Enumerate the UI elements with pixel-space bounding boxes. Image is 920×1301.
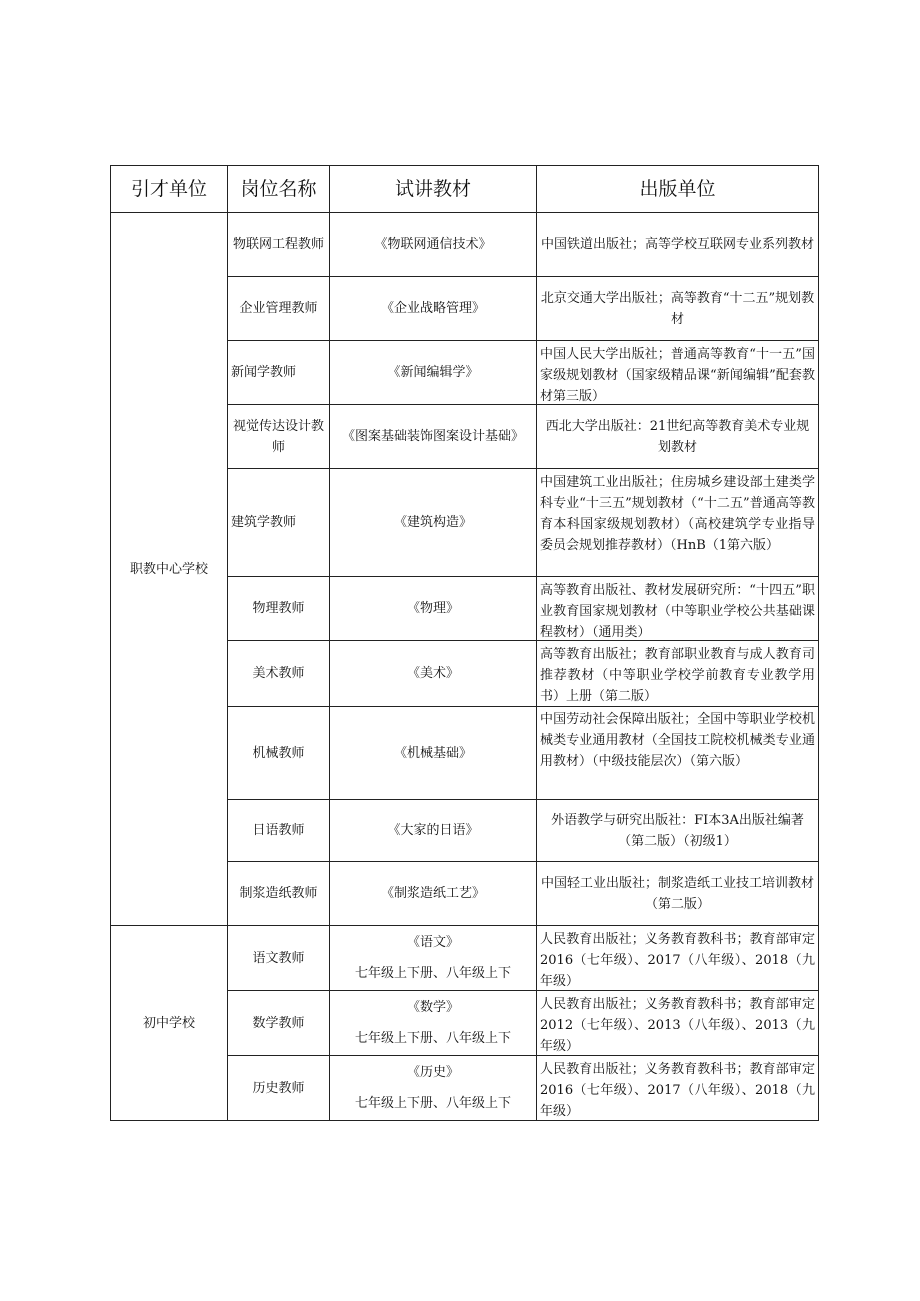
- position-cell: 物联网工程教师: [228, 213, 330, 277]
- position-cell: 日语教师: [228, 800, 330, 862]
- material-title: 《历史》: [406, 1065, 459, 1080]
- position-cell: 语文教师: [228, 926, 330, 991]
- material-cell: 《图案基础装饰图案设计基础》: [330, 405, 537, 469]
- unit-cell: 初中学校: [111, 926, 228, 1121]
- publisher-cell: 人民教育出版社；义务教育教科书；教育部审定2016（七年级）、2017（八年级）、2018（九年级）: [537, 1056, 819, 1121]
- position-cell: 历史教师: [228, 1056, 330, 1121]
- position-cell: 物理教师: [228, 577, 330, 641]
- publisher-cell: 外语教学与研究出版社：FI本3A出版社编著（第二版）（初级1）: [537, 800, 819, 862]
- publisher-cell: 中国轻工业出版社；制浆造纸工业技工培训教材（第二版）: [537, 862, 819, 926]
- position-cell: 制浆造纸教师: [228, 862, 330, 926]
- position-cell: 美术教师: [228, 641, 330, 707]
- position-cell: 数学教师: [228, 991, 330, 1056]
- material-cell: 《大家的日语》: [330, 800, 537, 862]
- material-cell: [330, 1056, 537, 1121]
- material-cell: 《物联网通信技术》: [330, 213, 537, 277]
- publisher-cell: 中国劳动社会保障出版社；全国中等职业学校机械类专业通用教材（全国技工院校机械类专业通用教材）（中级技能层次）（第六版）: [537, 707, 819, 800]
- material-cell: 《企业战略管理》: [330, 277, 537, 341]
- publisher-cell: 人民教育出版社；义务教育教科书；教育部审定2016（七年级）、2017（八年级）、2018（九年级）: [537, 926, 819, 991]
- header-publisher: 出版单位: [537, 166, 819, 213]
- position-cell: 建筑学教师: [228, 469, 330, 577]
- publisher-cell: 中国铁道出版社；高等学校互联网专业系列教材: [537, 213, 819, 277]
- publisher-cell: 北京交通大学出版社；高等教育“十二五”规划教材: [537, 277, 819, 341]
- position-cell: 新闻学教师: [228, 341, 330, 405]
- material-cell: 《物理》: [330, 577, 537, 641]
- publisher-cell: 中国人民大学出版社；普通高等教育“十一五”国家级规划教材（国家级精品课“新闻编辑”配套教材第三版）: [537, 341, 819, 405]
- publisher-cell: 人民教育出版社；义务教育教科书；教育部审定2012（七年级）、2013（八年级）、2013（九年级）: [537, 991, 819, 1056]
- header-position: 岗位名称: [228, 166, 330, 213]
- material-grade: 七年级上下册、八年级上下: [354, 1031, 511, 1046]
- material-cell: 《美术》: [330, 641, 537, 707]
- publisher-cell: 高等教育出版社、教材发展研究所：“十四五”职业教育国家规划教材（中等职业学校公共基础课程教材）（通用类）: [537, 577, 819, 641]
- material-cell: [330, 991, 537, 1056]
- recruitment-materials-table: [110, 165, 819, 1121]
- table-row: [111, 926, 819, 991]
- position-cell: 机械教师: [228, 707, 330, 800]
- position-cell: 企业管理教师: [228, 277, 330, 341]
- material-cell: 《制浆造纸工艺》: [330, 862, 537, 926]
- material-cell: 《机械基础》: [330, 707, 537, 800]
- unit-cell: 职教中心学校: [111, 213, 228, 926]
- table-row: [111, 213, 819, 277]
- material-cell: [330, 926, 537, 991]
- material-cell: 《建筑构造》: [330, 469, 537, 577]
- publisher-cell: 中国建筑工业出版社；住房城乡建设部土建类学科专业“十三五”规划教材（“十二五”普通高等教育本科国家级规划教材）（高校建筑学专业指导委员会规划推荐教材）（HnB（1第六版）: [537, 469, 819, 577]
- header-material: 试讲教材: [330, 166, 537, 213]
- position-cell: 视觉传达设计教师: [228, 405, 330, 469]
- table-header-row: [111, 166, 819, 213]
- material-title: 《数学》: [406, 1000, 459, 1015]
- material-grade: 七年级上下册、八年级上下: [354, 1096, 511, 1111]
- material-title: 《语文》: [406, 935, 459, 950]
- material-grade: 七年级上下册、八年级上下: [354, 966, 511, 981]
- material-cell: 《新闻编辑学》: [330, 341, 537, 405]
- publisher-cell: 高等教育出版社；教育部职业教育与成人教育司推荐教材（中等职业学校学前教育专业教学用书）上册（第二版）: [537, 641, 819, 707]
- publisher-cell: 西北大学出版社：21世纪高等教育美术专业规划教材: [537, 405, 819, 469]
- header-unit: 引才单位: [111, 166, 228, 213]
